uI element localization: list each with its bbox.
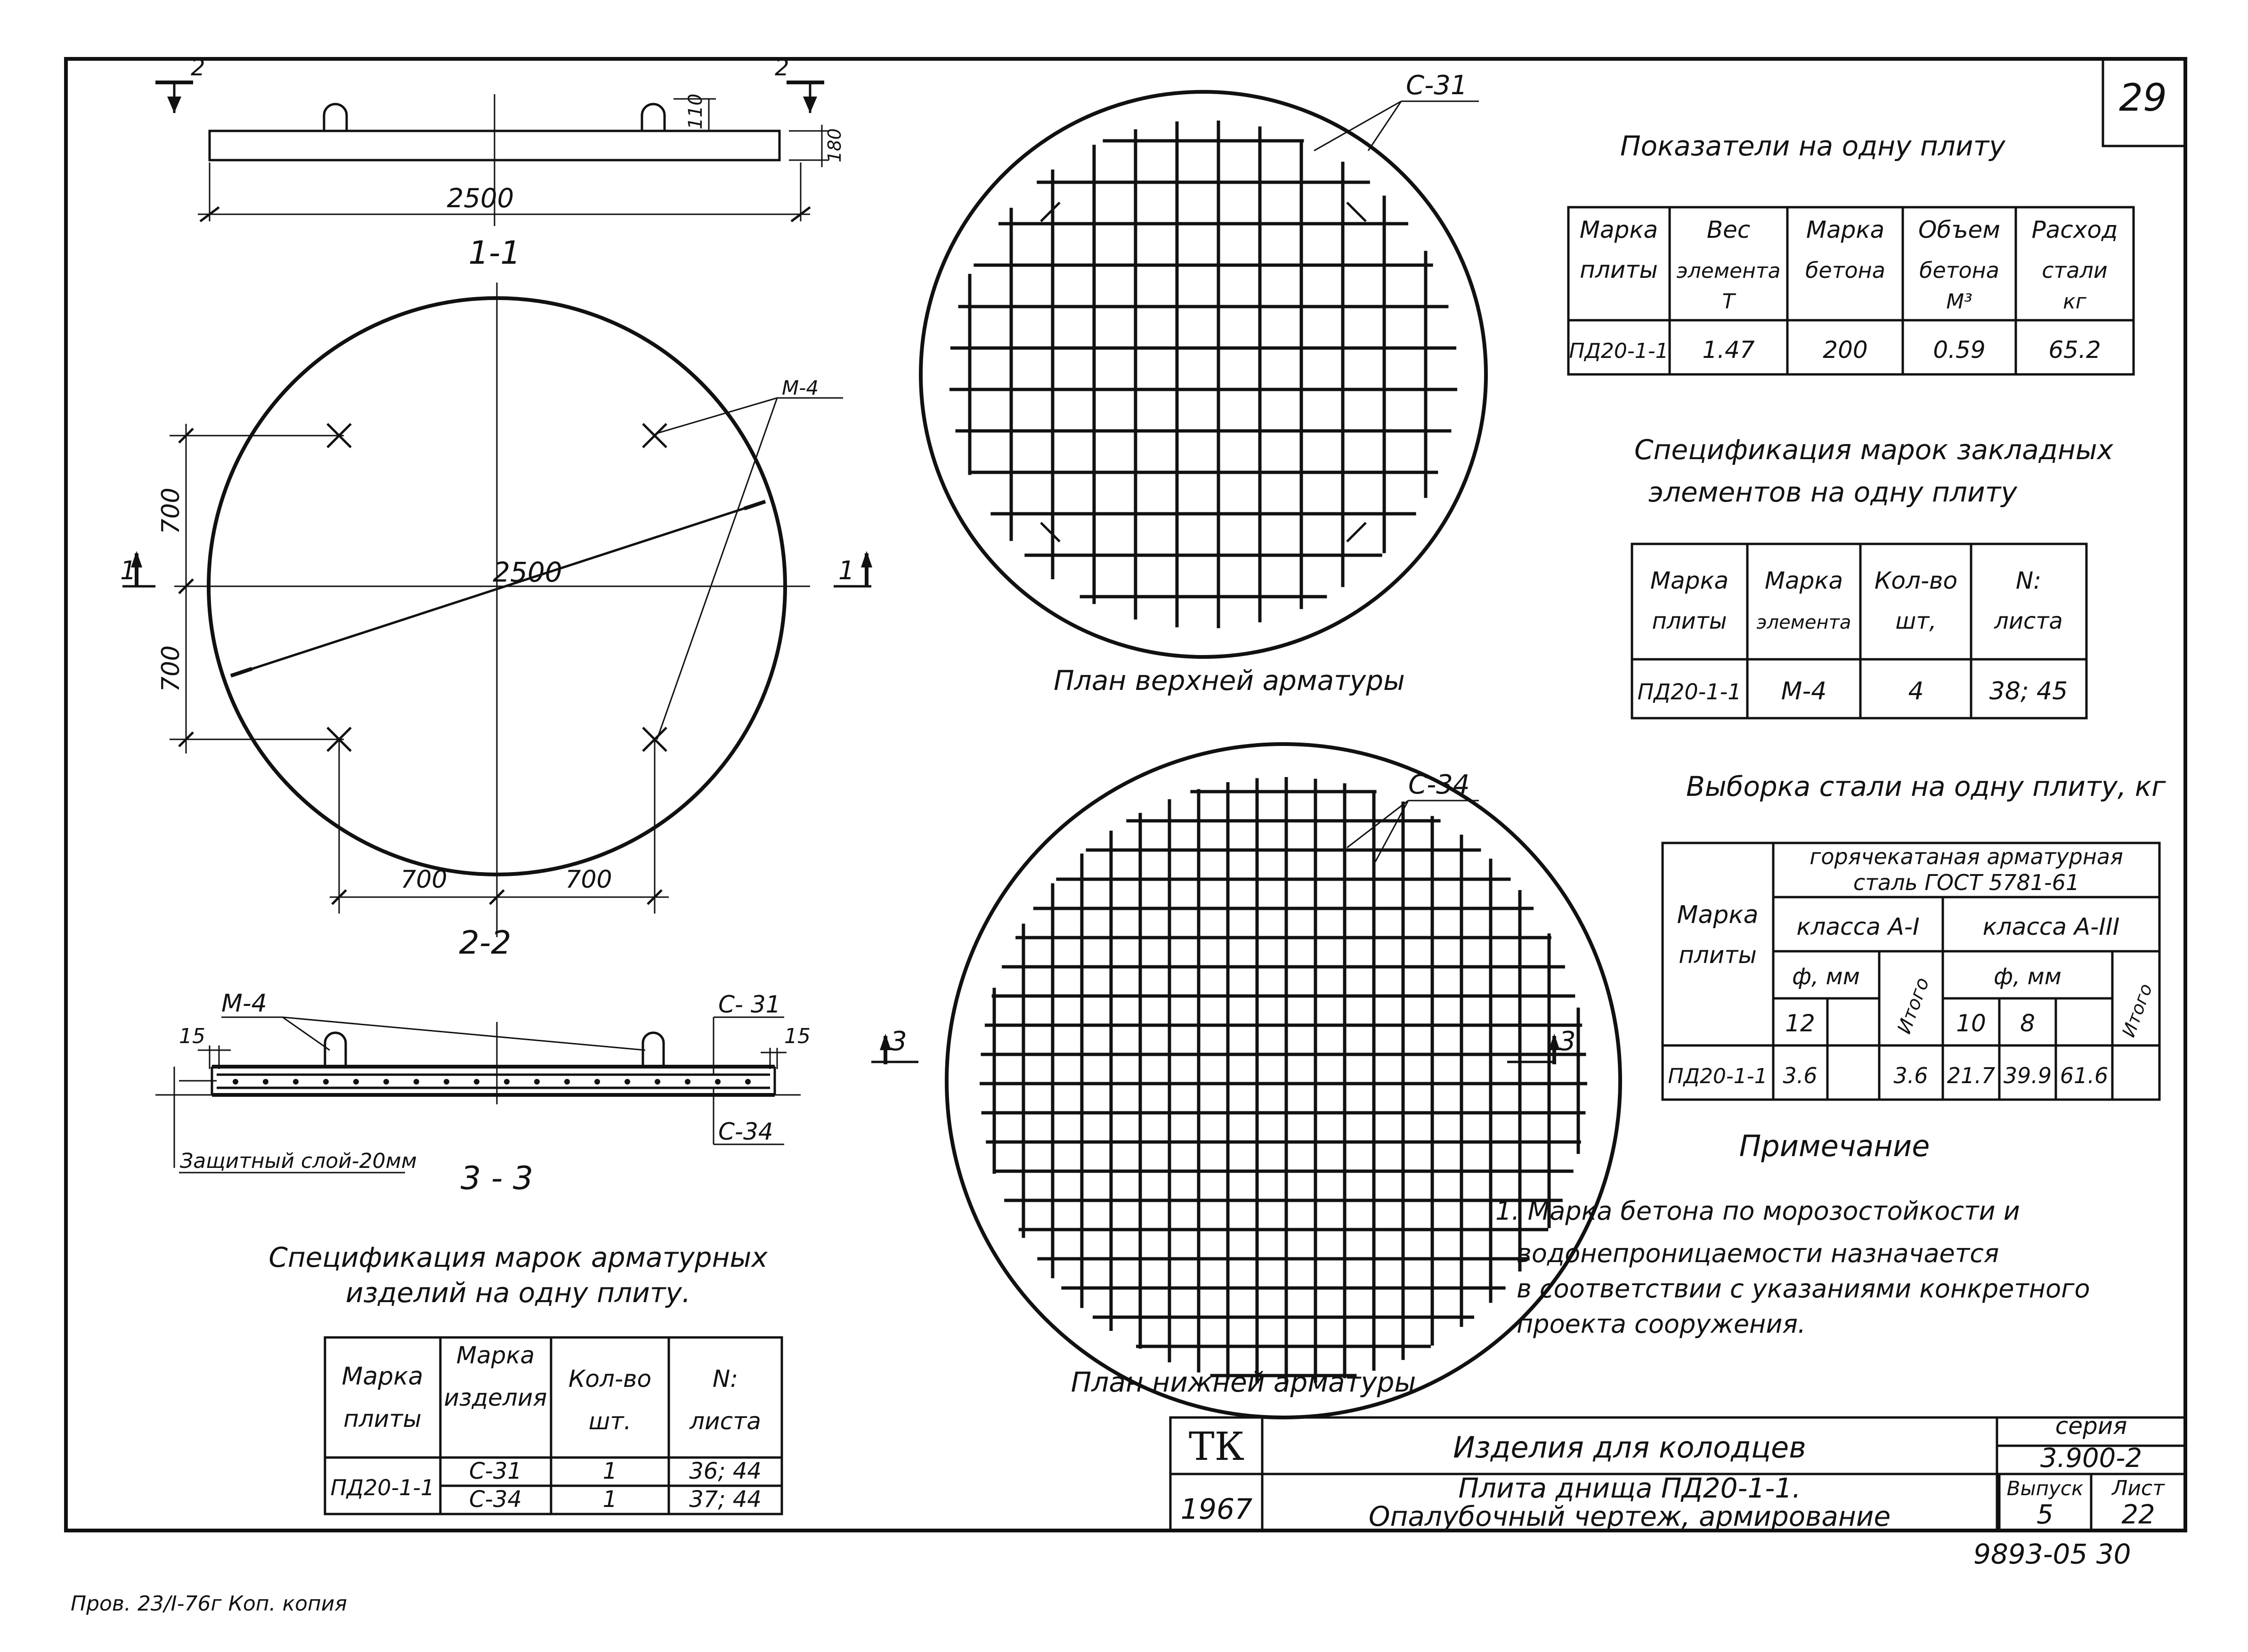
length-dimension: 2500 — [446, 183, 514, 214]
note-line-4: проекта сооружения. — [1517, 1309, 1806, 1339]
bar-section-dot-17 — [745, 1079, 751, 1085]
emb-head-element-1: Марка — [1764, 567, 1843, 594]
section-1-1-view — [155, 55, 845, 272]
top-rebar-plan — [921, 70, 1486, 696]
bar-section-dot-10 — [534, 1079, 540, 1085]
title-year: 1967 — [1180, 1493, 1253, 1526]
loop-height-dimension: 110 — [685, 93, 706, 130]
steel-table — [1663, 770, 2166, 1100]
title-sheet: 22 — [2121, 1499, 2155, 1530]
reb-cell-plate: ПД20-1-1 — [330, 1475, 435, 1500]
bar-section-dot-0 — [233, 1079, 238, 1085]
title-series-label: серия — [2055, 1412, 2127, 1440]
cut-mark-1-left: 1 — [120, 556, 137, 585]
bar-section-dot-11 — [564, 1079, 570, 1085]
cover-dimension-right: 15 — [784, 1024, 811, 1048]
steel-cell-a3-10: 21.7 — [1947, 1063, 1996, 1088]
reb-row2-item: С-34 — [469, 1486, 522, 1513]
ind-head-volume-2: бетона — [1919, 258, 1999, 283]
note-title: Примечание — [1739, 1129, 1930, 1163]
bottom-rebar-plan — [871, 744, 1620, 1417]
title-sheet-label: Лист — [2112, 1476, 2165, 1500]
bottom-mesh-label-33: С-34 — [718, 1118, 773, 1145]
emb-head-count-2: шт, — [1895, 608, 1937, 634]
bar-section-dot-13 — [625, 1079, 630, 1085]
top-mesh-label: С-31 — [1406, 70, 1468, 101]
bottom-mesh-grid — [980, 777, 1587, 1385]
steel-dia-8: 8 — [2020, 1010, 2035, 1037]
ind-head-weight-3: Т — [1722, 290, 1735, 314]
title-issue-label: Выпуск — [2006, 1477, 2084, 1500]
reb-head-item-1: Марка — [456, 1342, 535, 1369]
diameter-dimension-line — [231, 502, 765, 676]
steel-dia-10: 10 — [1956, 1010, 1986, 1037]
steel-cell-total: 61.6 — [2060, 1063, 2109, 1088]
cover-dimension-left: 15 — [179, 1024, 205, 1048]
reb-row2-count: 1 — [602, 1486, 617, 1513]
top-mesh-grid — [950, 121, 1457, 628]
steel-head-mark-1: Марка — [1677, 901, 1759, 929]
protective-layer-note: Защитный слой-20мм — [180, 1149, 417, 1173]
steel-total-label-3: Итого — [2118, 981, 2157, 1040]
steel-cell-a1-total: 3.6 — [1893, 1063, 1928, 1088]
emb-head-count-1: Кол-во — [1874, 567, 1958, 594]
reb-row1-count: 1 — [602, 1458, 617, 1484]
title-project: Изделия для колодцев — [1453, 1430, 1806, 1465]
bar-section-dot-3 — [323, 1079, 329, 1085]
lifting-loop-right-33 — [643, 1033, 664, 1067]
bar-section-dot-14 — [655, 1079, 660, 1085]
cut-mark-1-right: 1 — [838, 556, 855, 585]
title-sheet-name-1: Плита днища ПД20-1-1. — [1458, 1472, 1801, 1504]
embed-spec-table — [1632, 434, 2114, 718]
steel-title: Выборка стали на одну плиту, кг — [1686, 770, 2166, 802]
archive-number: 9893-05 30 — [1973, 1538, 2131, 1570]
embed-label-m4: М-4 — [782, 376, 819, 399]
title-org: ТК — [1188, 1425, 1245, 1469]
emb-cell-element: М-4 — [1781, 677, 1827, 705]
top-plan-circle — [921, 92, 1486, 657]
rebar-spec-table — [268, 1241, 782, 1514]
reb-row2-sheet: 37; 44 — [689, 1486, 762, 1513]
emb-cell-count: 4 — [1908, 677, 1924, 705]
ind-head-steel-1: Расход — [2031, 216, 2118, 243]
indicators-title: Показатели на одну плиту — [1620, 130, 2005, 162]
note-line-2: водонепроницаемости назначается — [1517, 1239, 1999, 1268]
steel-class-3: класса А-III — [1982, 913, 2120, 940]
bar-section-dot-7 — [444, 1079, 449, 1085]
sheet-number: 29 — [2119, 76, 2167, 120]
bar-section-dot-4 — [353, 1079, 359, 1085]
embed-spec-title-1: Спецификация марок закладных — [1634, 434, 2113, 466]
bottom-mesh-label: С-34 — [1408, 769, 1470, 800]
ind-head-weight-1: Вес — [1706, 216, 1751, 243]
bottom-plan-caption: План нижней арматуры — [1071, 1366, 1416, 1398]
rebar-spec-title-1: Спецификация марок арматурных — [268, 1241, 768, 1273]
steel-head-mark-2: плиты — [1679, 941, 1757, 969]
section-3-3-caption: 3 - 3 — [460, 1160, 534, 1197]
reb-head-mark-1: Марка — [341, 1362, 423, 1391]
reb-head-mark-2: плиты — [343, 1405, 422, 1433]
ind-cell-weight: 1.47 — [1702, 336, 1755, 364]
cut-mark-3-left: 3 — [890, 1026, 907, 1057]
bar-section-dot-16 — [715, 1079, 721, 1085]
title-sheet-name-2: Опалубочный чертеж, армирование — [1368, 1500, 1891, 1532]
top-mesh-label-33: С- 31 — [718, 991, 781, 1018]
title-block — [1170, 1412, 2185, 1532]
bar-section-dot-5 — [383, 1079, 389, 1085]
steel-class-1: класса А-I — [1796, 913, 1920, 940]
plan-2-2-caption: 2-2 — [459, 924, 511, 962]
steel-dia-label-1: ф, мм — [1792, 964, 1860, 990]
steel-cell-mark: ПД20-1-1 — [1668, 1064, 1768, 1088]
cut-mark-3-right: 3 — [1559, 1026, 1576, 1057]
section-3-3-view — [155, 989, 811, 1197]
ind-cell-volume: 0.59 — [1933, 336, 1986, 364]
ind-cell-grade: 200 — [1823, 336, 1868, 364]
embed-label-m4-33: М-4 — [221, 989, 267, 1018]
emb-head-element-2: элемента — [1756, 612, 1851, 633]
bar-section-dot-9 — [504, 1079, 510, 1085]
reb-head-sheet-1: N: — [712, 1365, 739, 1393]
steel-total-label-1: Итого — [1893, 974, 1934, 1037]
ind-head-grade-2: бетона — [1805, 258, 1885, 283]
ind-head-mark-1: Марка — [1579, 216, 1658, 243]
ind-head-weight-2: элемента — [1676, 259, 1781, 283]
title-issue: 5 — [2037, 1499, 2053, 1530]
ind-head-volume-1: Объем — [1918, 216, 2000, 243]
bar-section-dot-12 — [594, 1079, 600, 1085]
ind-head-steel-3: кг — [2063, 290, 2086, 314]
embed-cross-2 — [643, 424, 666, 447]
cut-mark-2-left: 2 — [191, 55, 205, 81]
slab-thickness-dimension: 180 — [824, 128, 845, 162]
offset-dimension-right: 700 — [565, 866, 612, 894]
offset-dimension-upper: 700 — [157, 487, 185, 534]
note-line-1: 1. Марка бетона по морозостойкости и — [1495, 1196, 2020, 1226]
cut-mark-2-right: 2 — [775, 55, 789, 81]
lifting-loop-left — [324, 104, 347, 131]
note-line-3: в соответствии с указаниями конкретного — [1517, 1274, 2090, 1304]
ind-head-volume-3: М³ — [1946, 290, 1972, 314]
emb-head-sheet-2: листа — [1994, 608, 2063, 634]
steel-dia-12: 12 — [1785, 1010, 1815, 1037]
indicators-table — [1568, 130, 2134, 374]
plan-2-2-view — [120, 283, 872, 962]
steel-dia-label-3: ф, мм — [1994, 964, 2061, 990]
emb-cell-mark: ПД20-1-1 — [1637, 679, 1742, 705]
bar-section-dot-2 — [293, 1079, 299, 1085]
ind-head-mark-2: плиты — [1580, 256, 1658, 283]
bar-section-dot-15 — [685, 1079, 690, 1085]
top-plan-caption: План верхней арматуры — [1054, 664, 1405, 696]
offset-dimension-lower: 700 — [157, 645, 185, 692]
steel-cell-a1-12: 3.6 — [1783, 1063, 1818, 1088]
lifting-loop-right — [642, 104, 665, 131]
bar-section-dot-6 — [414, 1079, 419, 1085]
section-1-1-caption: 1-1 — [468, 235, 521, 272]
emb-head-sheet-1: N: — [2015, 567, 2042, 594]
emb-head-mark-1: Марка — [1650, 567, 1729, 594]
inspector-signature: Пров. 23/I-76г Коп. копия — [71, 1592, 347, 1616]
embed-spec-title-2: элементов на одну плиту — [1648, 476, 2017, 508]
bar-section-dot-8 — [474, 1079, 479, 1085]
ind-cell-mark: ПД20-1-1 — [1569, 339, 1669, 363]
reb-head-count-1: Кол-во — [568, 1365, 652, 1393]
offset-dimension-left: 700 — [400, 866, 447, 894]
steel-group-line-1: горячекатаная арматурная — [1810, 844, 2123, 869]
rebar-spec-title-2: изделий на одну плиту. — [345, 1277, 691, 1309]
bar-section-dot-1 — [263, 1079, 268, 1085]
bar-dots — [233, 1079, 751, 1085]
steel-cell-a3-8: 39.9 — [2003, 1063, 2052, 1088]
reb-row1-item: С-31 — [469, 1458, 522, 1484]
title-series: 3.900-2 — [2040, 1443, 2142, 1474]
steel-group-line-2: сталь ГОСТ 5781-61 — [1853, 870, 2080, 895]
diameter-dimension: 2500 — [493, 556, 562, 588]
ind-head-grade-1: Марка — [1806, 216, 1885, 243]
reb-head-count-2: шт. — [588, 1408, 632, 1435]
emb-cell-sheet: 38; 45 — [1989, 677, 2068, 705]
reb-head-item-2: изделия — [444, 1384, 547, 1411]
emb-head-mark-2: плиты — [1652, 608, 1727, 634]
ind-cell-steel: 65.2 — [2048, 336, 2101, 364]
reb-row1-sheet: 36; 44 — [689, 1458, 762, 1484]
ind-head-steel-2: стали — [2042, 258, 2108, 283]
reb-head-sheet-2: листа — [690, 1408, 761, 1435]
